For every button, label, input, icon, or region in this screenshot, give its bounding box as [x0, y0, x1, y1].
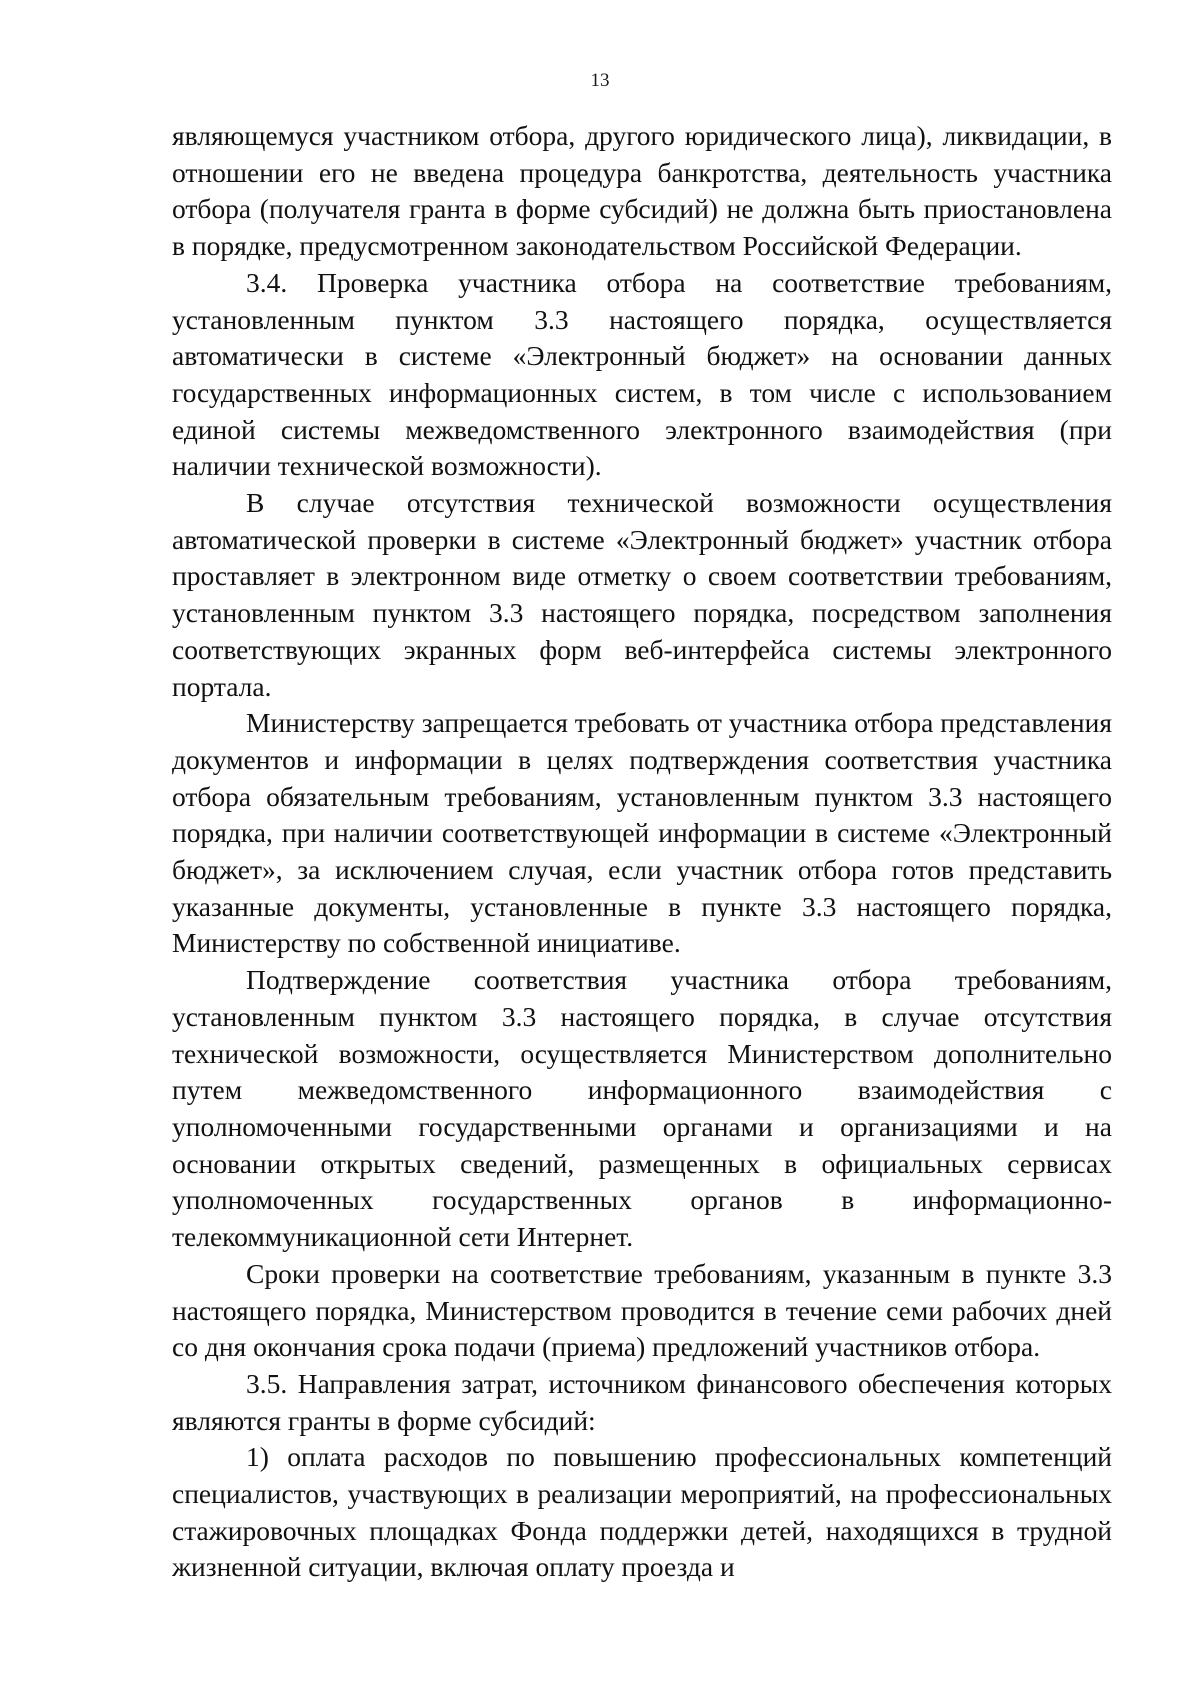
- paragraph-check-deadlines: Сроки проверки на соответствие требованиям, указанным в пункте 3.3 настоящего порядка, Министерством проводится в течение семи рабочих дней со дня окончания срока подачи (приема) предложений участников отбора.: [172, 1257, 1112, 1363]
- paragraph-confirmation: Подтверждение соответствия участника отбора требованиям, установленным пунктом 3.3 настоящего порядка, в случае отсутствия технической возможности, осуществляется Министерством дополнительно путем межведомственного информационного взаимодействия с уполномоченными государственными органами и организациями и на основании открытых сведений, размещенных в официальных сервисах уполномоченных государственных органов в информационно-телекоммуникационной сети Интернет.: [172, 964, 1112, 1253]
- paragraph-3-5: 3.5. Направления затрат, источником финансового обеспечения которых являются гранты в форме субсидий:: [172, 1367, 1112, 1436]
- list-item-1: 1) оплата расходов по повышению профессиональных компетенций специалистов, участвующих в реализации мероприятий, на профессиональных стажировочных площадках Фонда поддержки детей, находящихся в трудной жизненной ситуации, включая оплату проезда и: [172, 1441, 1112, 1583]
- document-body: [172, 118, 1112, 1586]
- page-number: 13: [590, 70, 610, 91]
- paragraph-continuation: являющемуся участником отбора, другого юридического лица), ликвидации, в отношении его не введена процедура банкротства, деятельность участника отбора (получателя гранта в форме субсидий) не должна быть приостановлена в порядке, предусмотренном законодательством Российской Федерации.: [172, 120, 1112, 262]
- paragraph-ministry-prohibition: Министерству запрещается требовать от участника отбора представления документов и информации в целях подтверждения соответствия участника отбора обязательным требованиям, установленным пунктом 3.3 настоящего порядка, при наличии соответствующей информации в системе «Электронный бюджет», за исключением случая, если участник отбора готов представить указанные документы, установленные в пункте 3.3 настоящего порядка, Министерству по собственной инициативе.: [172, 707, 1112, 959]
- paragraph-3-4: 3.4. Проверка участника отбора на соответствие требованиям, установленным пунктом 3.3 настоящего порядка, осуществляется автоматически в системе «Электронный бюджет» на основании данных государственных информационных систем, в том числе с использованием единой системы межведомственного электронного взаимодействия (при наличии технической возможности).: [172, 266, 1112, 482]
- paragraph-no-technical-possibility: В случае отсутствия технической возможности осуществления автоматической проверки в системе «Электронный бюджет» участник отбора проставляет в электронном виде отметку о своем соответствии требованиям, установленным пунктом 3.3 настоящего порядка, посредством заполнения соответствующих экранных форм веб-интерфейса системы электронного портала.: [172, 487, 1112, 702]
